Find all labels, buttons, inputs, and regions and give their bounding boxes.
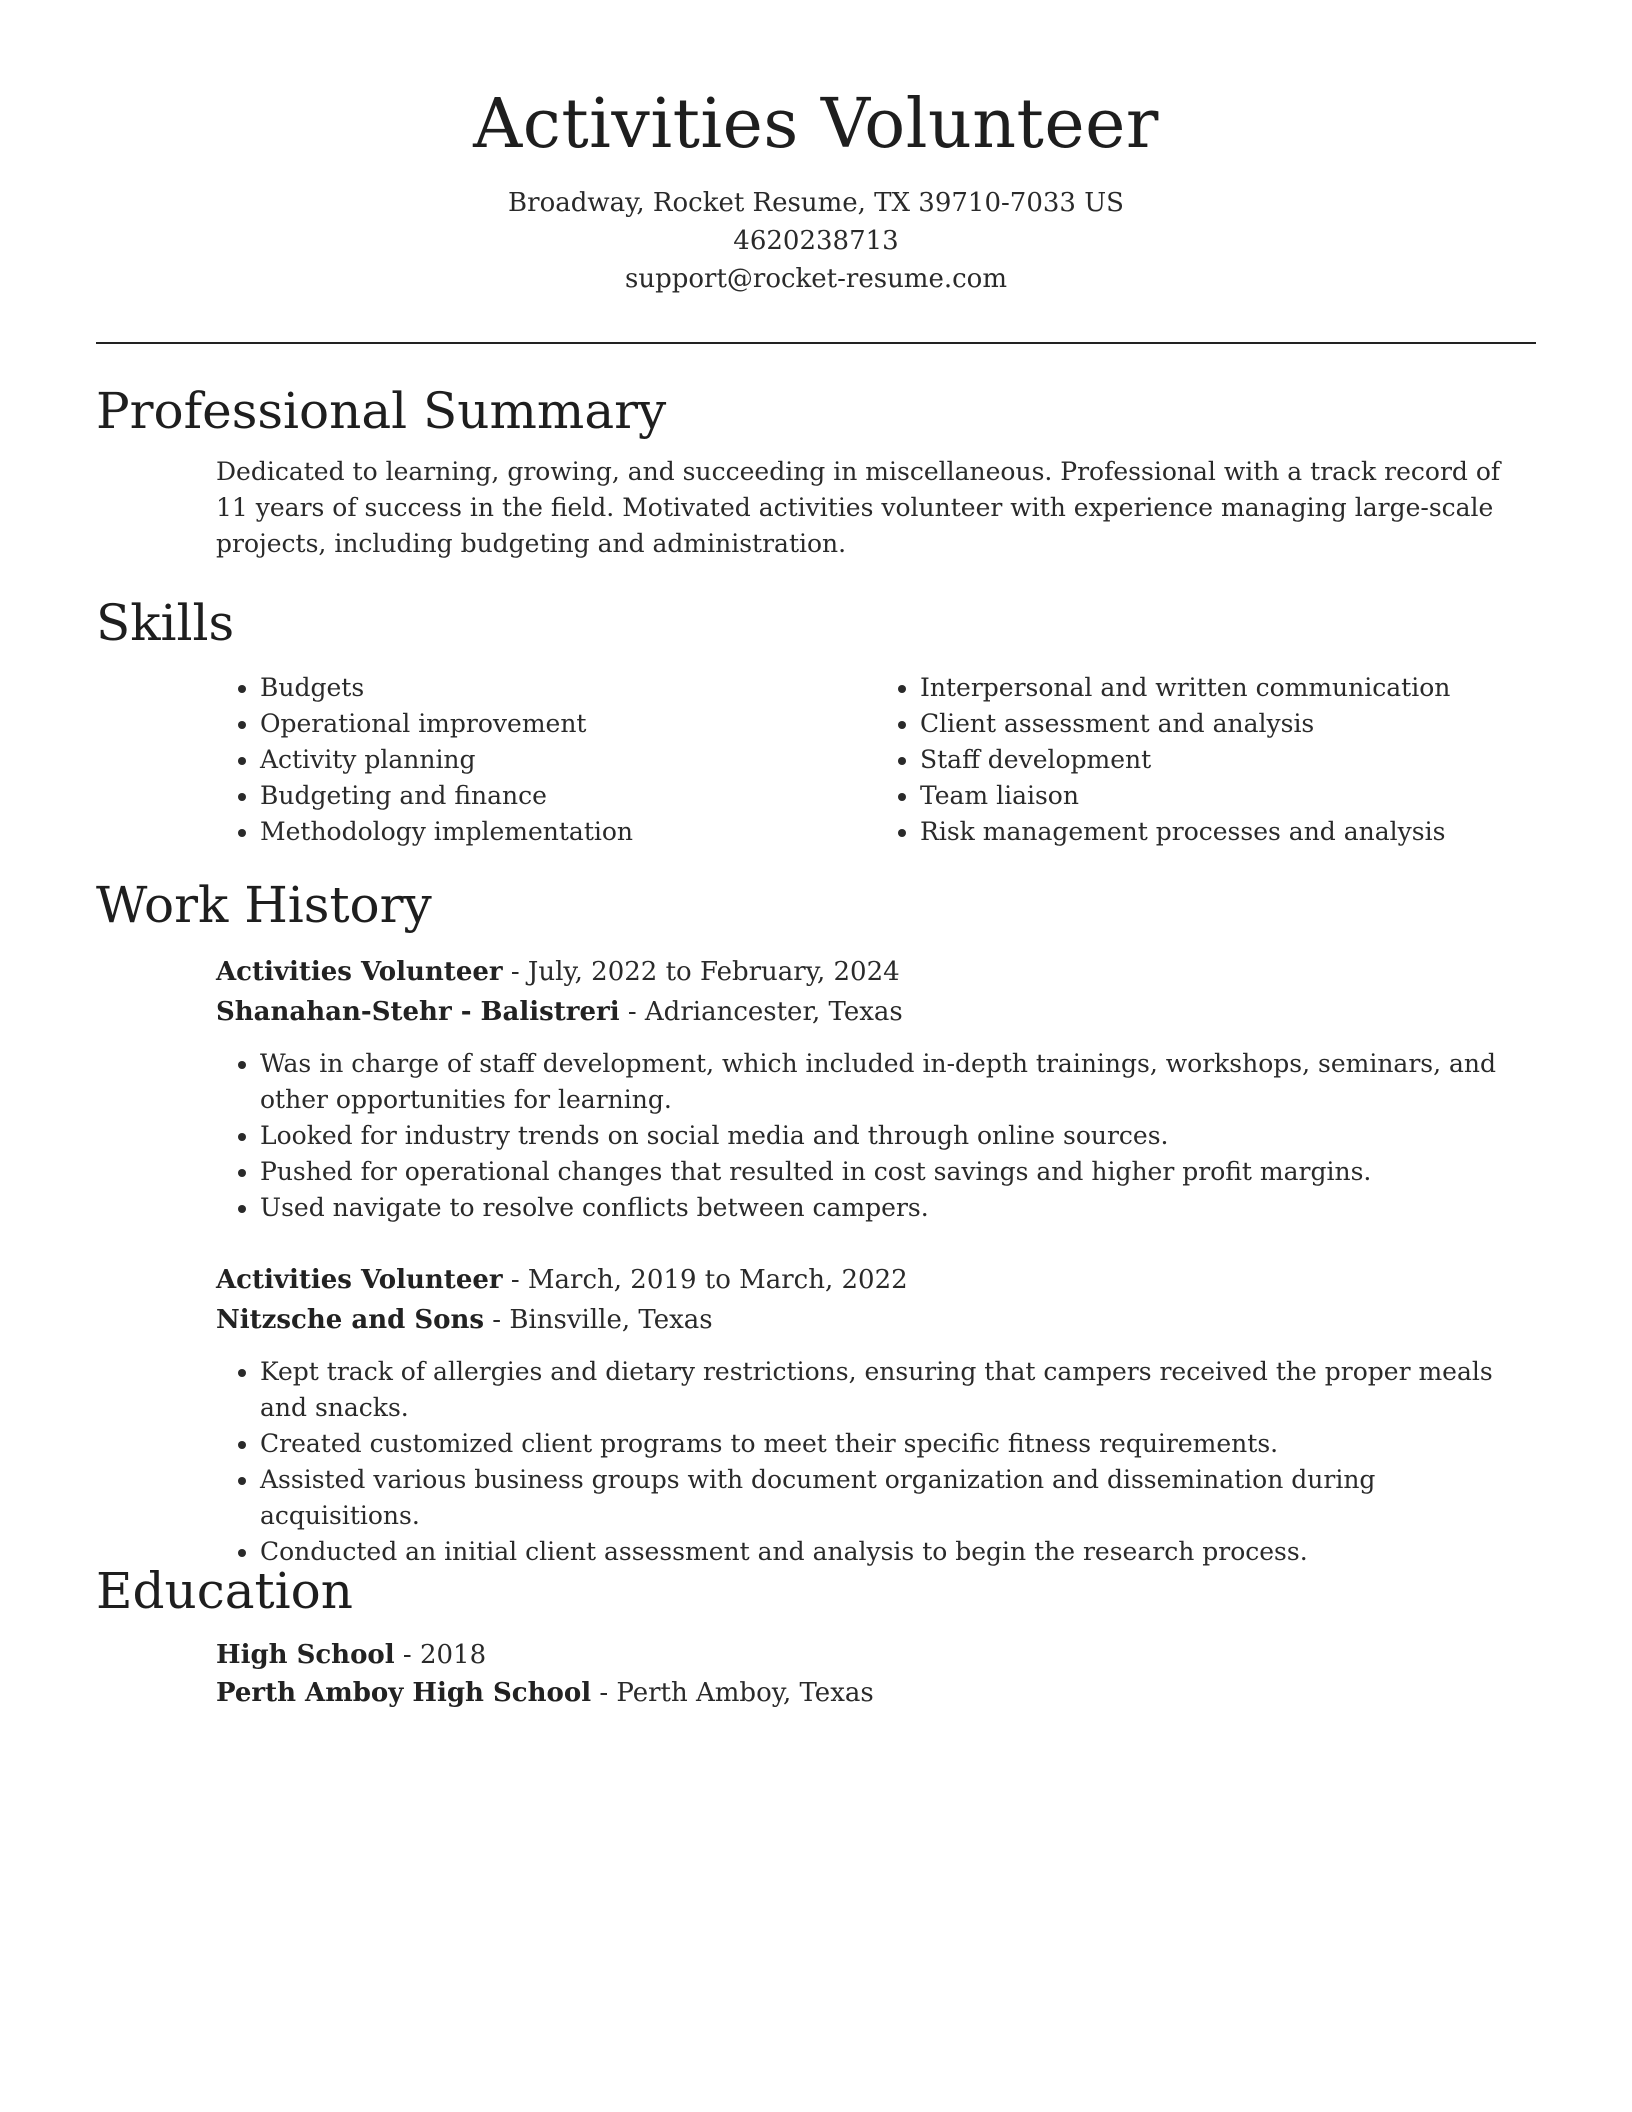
- email: support@rocket-resume.com: [624, 264, 1007, 294]
- summary-section: [96, 378, 1536, 562]
- job-company: Nitzsche and Sons: [216, 1305, 485, 1335]
- job-bullet: • Conducted an initial client assessment and analysis to begin the research process.: [260, 1534, 1536, 1570]
- job-dates: - March, 2019 to March, 2022: [502, 1265, 908, 1295]
- job-bullet: • Kept track of allergies and dietary restrictions, ensuring that campers received the proper meals and snacks.: [260, 1354, 1536, 1426]
- skill-item: • Budgets: [260, 670, 876, 706]
- skill-item: • Risk management processes and analysis: [920, 814, 1536, 850]
- summary-text: Dedicated to learning, growing, and succeeding in miscellaneous. Professional with a track record of 11 years of success in the field. Motivated activities volunteer with experience managing large-scale projects, including budgeting and administration.: [216, 457, 1501, 558]
- job-title-line: [216, 952, 1536, 992]
- skill-item: • Methodology implementation: [260, 814, 876, 850]
- skills-heading: Skills: [96, 594, 235, 652]
- job-title: Activities Volunteer: [216, 957, 503, 987]
- education-year: - 2018: [394, 1640, 487, 1670]
- skill-item: • Client assessment and analysis: [920, 706, 1536, 742]
- skills-section: [96, 590, 1536, 850]
- job-bullet: • Was in charge of staff development, which included in-depth trainings, workshops, seminars, and other opportunities for learning.: [260, 1046, 1536, 1118]
- header-divider: [96, 342, 1536, 344]
- address: Broadway, Rocket Resume, TX 39710-7033 US: [508, 188, 1124, 218]
- job-title: Activities Volunteer: [216, 1265, 503, 1295]
- job-bullet: • Used navigate to resolve conflicts between campers.: [260, 1190, 1536, 1226]
- resume-header: [0, 80, 1632, 298]
- job-company-line: [216, 992, 1536, 1032]
- skill-item: • Operational improvement: [260, 706, 876, 742]
- phone: 4620238713: [733, 226, 899, 256]
- skill-item: • Team liaison: [920, 778, 1536, 814]
- education-school: Perth Amboy High School: [216, 1678, 592, 1708]
- skills-left-list: [216, 670, 876, 850]
- job-location: - Adriancester, Texas: [619, 997, 903, 1027]
- job-bullet: • Assisted various business groups with document organization and dissemination during acquisitions.: [260, 1462, 1536, 1534]
- candidate-name: Activities Volunteer: [473, 85, 1159, 164]
- job-entry: [216, 952, 1536, 1226]
- job-dates: - July, 2022 to February, 2024: [502, 957, 900, 987]
- work-history-heading: Work History: [96, 876, 432, 934]
- job-bullet: • Created customized client programs to meet their specific fitness requirements.: [260, 1426, 1536, 1462]
- job-bullets: [96, 1046, 1536, 1226]
- job-company-line: [216, 1300, 1536, 1340]
- job-location: - Binsville, Texas: [484, 1305, 713, 1335]
- job-entry: [216, 1260, 1536, 1570]
- skill-item: • Activity planning: [260, 742, 876, 778]
- job-bullet: • Pushed for operational changes that resulted in cost savings and higher profit margins.: [260, 1154, 1536, 1190]
- education-degree: High School: [216, 1640, 395, 1670]
- job-company: Shanahan-Stehr - Balistreri: [216, 997, 620, 1027]
- skill-item: • Interpersonal and written communication: [920, 670, 1536, 706]
- education-section: [96, 1558, 1536, 1712]
- skills-grid: [216, 670, 1536, 850]
- education-school-line: [216, 1674, 1536, 1712]
- education-location: - Perth Amboy, Texas: [591, 1678, 874, 1708]
- skills-right-list: [876, 670, 1536, 850]
- education-heading: Education: [96, 1562, 353, 1620]
- skill-item: • Staff development: [920, 742, 1536, 778]
- job-bullets: [96, 1354, 1536, 1570]
- summary-heading: Professional Summary: [96, 382, 667, 440]
- job-bullet: • Looked for industry trends on social media and through online sources.: [260, 1118, 1536, 1154]
- work-history-section: [96, 872, 1536, 1570]
- job-title-line: [216, 1260, 1536, 1300]
- contact-block: [0, 184, 1632, 298]
- skill-item: • Budgeting and finance: [260, 778, 876, 814]
- education-degree-line: [216, 1636, 1536, 1674]
